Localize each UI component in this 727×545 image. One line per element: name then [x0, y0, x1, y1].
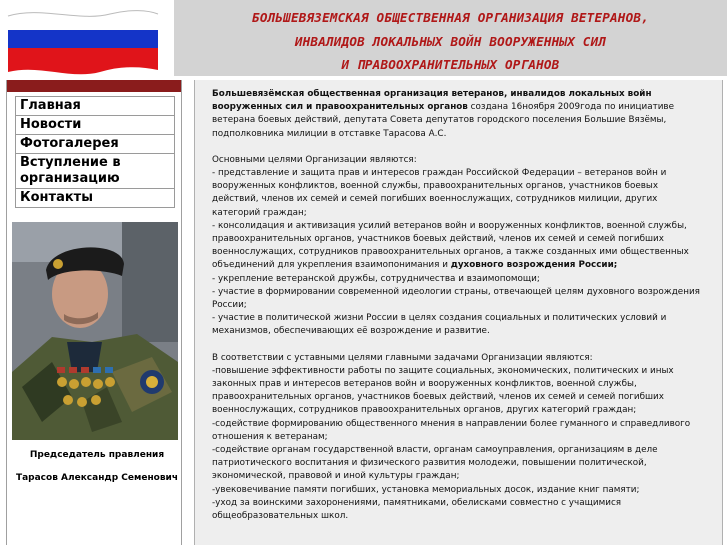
task-item: -содействие органам государственной власти, органам самоуправления, организациям в деле патриотического воспитания и физического развития молодежи, повышении политической, экономической, правовой и иной культуры граждан;: [212, 445, 658, 482]
header-title-line-3: И ПРАВООХРАНИТЕЛЬНЫХ ОРГАНОВ: [341, 57, 560, 72]
chairman-caption-name: Тарасов Александр Семенович: [15, 473, 179, 483]
nav-item-contacts[interactable]: Контакты: [15, 188, 175, 208]
intro-paragraph: [212, 88, 702, 141]
task-item: -уход за воинскими захоронениями, памятниками, обелисками совместно с учащимися общеобразовательных школ.: [212, 497, 622, 522]
task-item: -увековечивание памяти погибших, установка мемориальных досок, издание книг памяти;: [212, 484, 640, 495]
goal-item: [212, 220, 702, 273]
goal-item: - укрепление ветеранской дружбы, сотрудничества и взаимопомощи;: [212, 273, 540, 284]
goal-item: - представление и защита прав и интересов граждан Российской Федерации – ветеранов войн и вооруженных конфликтов, военной службы, правоохранительных органов, участников боевых действий, членов их семей и семей погибших военнослужащих, сотрудников милиции, других категорий граждан;: [212, 168, 667, 218]
tasks-title: В соответствии с уставными целями главными задачами Организации являются:: [212, 352, 593, 363]
chairman-caption-title: Председатель правления: [29, 450, 165, 460]
main-content: [194, 80, 723, 545]
goals-title: Основными целями Организации являются:: [212, 154, 417, 165]
goal-item: - участие в формировании современной идеологии страны, отвечающей целям духовного возрождения России;: [212, 286, 700, 311]
goal-item: - участие в политической жизни России в целях создания социальных и политических условий и механизмов, обеспечивающих её возрождение и развитие.: [212, 313, 667, 337]
header-title-line-1: БОЛЬШЕВЯЗЕМСКАЯ ОБЩЕСТВЕННАЯ ОРГАНИЗАЦИЯ ВЕТЕРАНОВ,: [252, 10, 649, 25]
nav-item-news[interactable]: Новости: [15, 115, 175, 134]
nav-item-join[interactable]: Вступление в организацию: [15, 153, 175, 188]
chairman-portrait-icon: [12, 222, 178, 440]
nav-item-photo-gallery[interactable]: Фотогалерея: [15, 134, 175, 153]
main-nav: [15, 96, 175, 208]
russian-flag: [0, 0, 174, 76]
chairman-photo: [12, 222, 178, 440]
goal-text-bold: духовного возрождения России;: [450, 260, 618, 271]
nav-item-home[interactable]: Главная: [15, 96, 175, 115]
intro-org-name: Большевязёмская общественная организация ветеранов, инвалидов локальных войн вооруженных сил и правоохранительных органов: [212, 89, 652, 113]
header-banner: [174, 0, 727, 76]
task-item: -содействие формированию общественного мнения в направлении более гуманного и справедливого отношения к ветеранам;: [212, 418, 691, 442]
task-item: -повышение эффективности работы по защите социальных, экономических, политических и иных законных прав и интересов ветеранов войн и вооруженных конфликтов, военной службы, правоохранительных органов, участников боевых действий, членов их семей и семей погибших военнослужащих, сотрудников правоохранительных органов, других категорий граждан;: [212, 365, 674, 416]
intro-text: создана 16ноября 2009года по инициативе ветерана боевых действий, депутата Совета депутатов городского поселения Большие Вязёмы, подполковника милиции в отставке Тарасова А.С.: [212, 102, 675, 139]
header-title-line-2: ИНВАЛИДОВ ЛОКАЛЬНЫХ ВОЙН ВООРУЖЕННЫХ СИЛ: [294, 34, 607, 49]
sidebar-top-bar: [7, 80, 181, 92]
goal-text: - консолидация и активизация усилий ветеранов войн и вооруженных конфликтов, военной службы, правоохранительных органов, участников боевых действий, членов их семей и семей погибших военнослужащих, сотрудников правоохранительных органов, а также созданных ими общественных объединений для укрепления взаимопонимания и: [212, 220, 689, 271]
russian-flag-icon: [0, 0, 174, 76]
